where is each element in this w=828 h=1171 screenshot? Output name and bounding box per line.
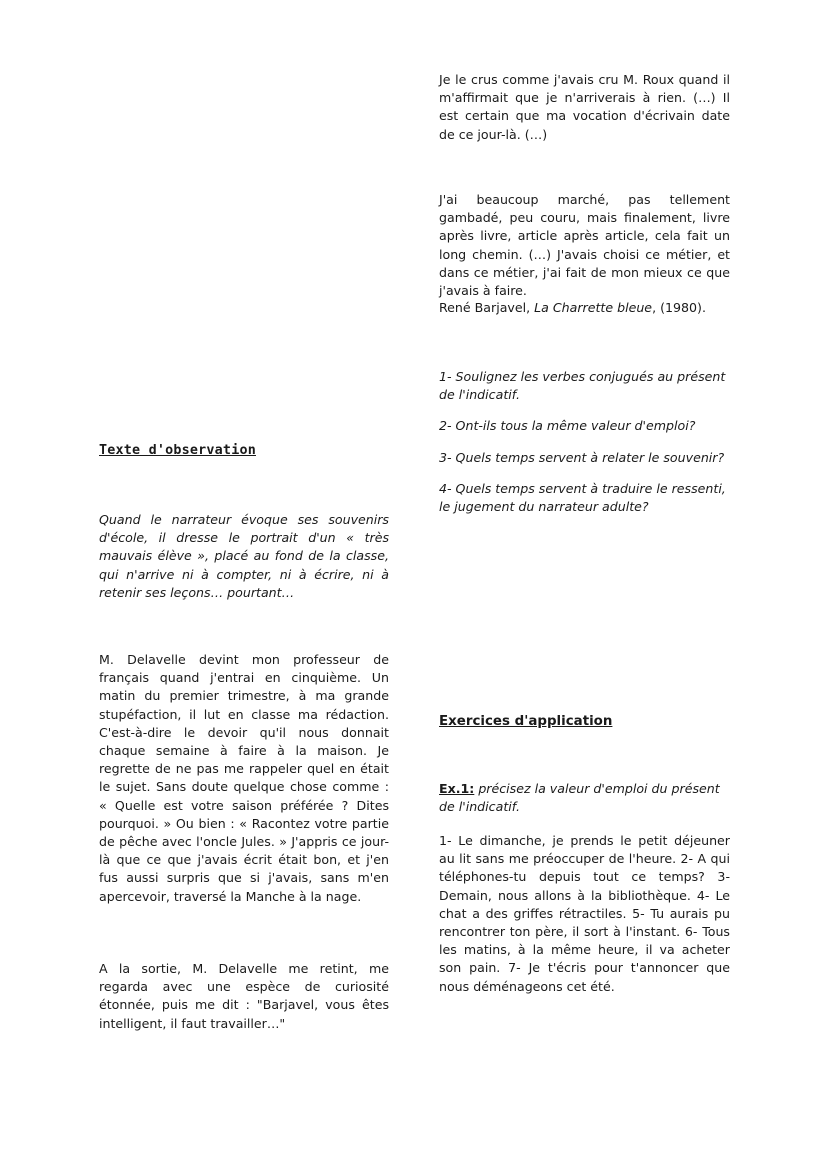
questions-list [439, 368, 730, 516]
observation-intro: Quand le narrateur évoque ses souvenirs d'école, il dresse le portrait d'un « très mauvais élève », placé au fond de la classe, qui n'arrive ni à compter, ni à écrire, ni à retenir ses leçons… pourtant… [99, 512, 389, 600]
exercise-1-instruction-text: précisez la valeur d'emploi du présent de l'indicatif. [439, 781, 720, 815]
excerpt-paragraph-3: Je le crus comme j'avais cru M. Roux quand il m'affirmait que je n'arriverais à rien. (…) Il est certain que ma vocation d'écrivain date de ce jour-là. (…) [439, 72, 730, 142]
question-1: 1- Soulignez les verbes conjugués au présent de l'indicatif. [439, 369, 726, 403]
question-4: 4- Quels temps servent à traduire le ressenti, le jugement du narrateur adulte? [439, 480, 726, 515]
observation-title: Texte d'observation [99, 443, 256, 458]
question-3: 3- Quels temps servent à relater le souvenir? [439, 449, 725, 465]
source-citation [439, 299, 730, 317]
citation-year: , (1980). [652, 300, 706, 315]
exercise-1-text: 1- Le dimanche, je prends le petit déjeuner au lit sans me préoccuper de l'heure. 2- A qui téléphones-tu depuis tout ce temps? 3- Demain, nous allons à la bibliothèque. 4- Le chat a des griffes rétractiles. 5- Tu aurais pu rencontrer ton père, il sort à l'instant. 6- Tous les matins, à la même heure, il va acheter son pain. 7- Je t'écris pour t'annoncer que nous déménageons cet été. [439, 833, 730, 994]
excerpt-paragraph-4: J'ai beaucoup marché, pas tellement gambadé, peu couru, mais finalement, livre après livre, article après article, cela fait un long chemin. (…) J'avais choisi ce métier, et dans ce métier, j'ai fait de mon mieux ce que j'avais à faire. [439, 192, 730, 299]
exercise-1-instruction [439, 780, 730, 816]
excerpt-paragraph-1: M. Delavelle devint mon professeur de français quand j'entrai en cinquième. Un matin du premier trimestre, à ma grande stupéfaction, il lut en classe ma rédaction. C'est-à-dire le devoir qu'il nous donnait chaque semaine à faire à la maison. Je regrette de ne pas me rappeler quel en était le sujet. Sans doute quelque chose comme : « Quelle est votre saison préférée ? Dites pourquoi. » Ou bien : « Racontez votre partie de pêche avec l'oncle Jules. » J'appris ce jour-là que ce que j'avais écrit était bon, et j'en fus aussi surpris que si j'avais, sans m'en apercevoir, traversé la Manche à la nage. [99, 652, 389, 904]
question-2: 2- Ont-ils tous la même valeur d'emploi? [439, 418, 696, 434]
citation-author: René Barjavel, [439, 300, 535, 315]
citation-work: La Charrette bleue [534, 300, 653, 315]
exercises-title: Exercices d'application [439, 714, 613, 729]
excerpt-paragraph-2: A la sortie, M. Delavelle me retint, me regarda avec une espèce de curiosité étonnée, puis me dit : "Barjavel, vous êtes intelligent, il faut travailler…" [99, 961, 389, 1031]
exercise-1-label: Ex.1: [439, 781, 475, 796]
